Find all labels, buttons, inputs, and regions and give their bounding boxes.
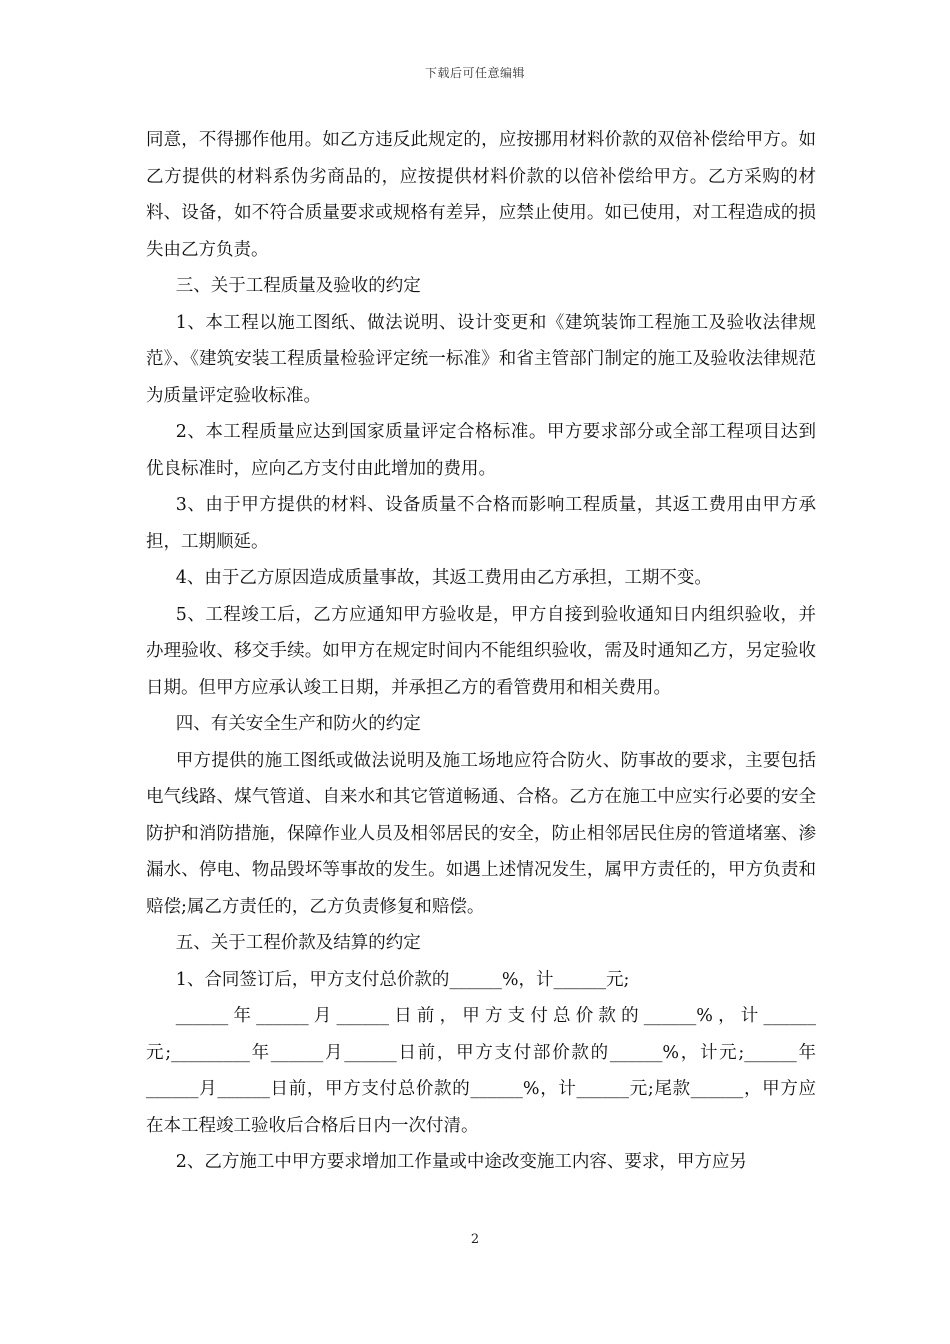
- paragraph: 1、合同签订后，甲方支付总价款的______%，计______元;: [175, 969, 630, 990]
- section-heading: 四、有关安全生产和防火的约定: [175, 714, 421, 734]
- section-heading: 三、关于工程质量及验收的约定: [175, 276, 421, 296]
- paragraph: ______年______月______日前，甲方支付总价款的______%，计______元;_________年______月______日前，甲方支付部价款的______%，计元;______年______月______日前，甲方支付总价款的______%，计______元;尾款______，甲方应在本工程竣工验收后合格后日内一次付清。: [146, 1006, 816, 1136]
- paragraph: 2、本工程质量应达到国家质量评定合格标准。甲方要求部分或全部工程项目达到优良标准时，应向乙方支付由此增加的费用。: [146, 422, 816, 479]
- paragraph: 同意，不得挪作他用。如乙方违反此规定的，应按挪用材料价款的双倍补偿给甲方。如乙方提供的材料系伪劣商品的，应按提供材料价款的以倍补偿给甲方。乙方采购的材料、设备，如不符合质量要求或规格有差异，应禁止使用。如已使用，对工程造成的损失由乙方负责。: [146, 130, 816, 260]
- paragraph: 1、本工程以施工图纸、做法说明、设计变更和《建筑装饰工程施工及验收法律规范》、《建筑安装工程质量检验评定统一标准》和省主管部门制定的施工及验收法律规范为质量评定验收标准。: [146, 312, 816, 406]
- document-body: [146, 122, 816, 1181]
- paragraph: 甲方提供的施工图纸或做法说明及施工场地应符合防火、防事故的要求，主要包括电气线路、煤气管道、自来水和其它管道畅通、合格。乙方在施工中应实行必要的安全防护和消防措施，保障作业人员及相邻居民的安全，防止相邻居民住房的管道堵塞、渗漏水、停电、物品毁坏等事故的发生。如遇上述情况发生，属甲方责任的，甲方负责和赔偿;属乙方责任的，乙方负责修复和赔偿。: [146, 750, 816, 917]
- paragraph: 2、乙方施工中甲方要求增加工作量或中途改变施工内容、要求，甲方应另: [175, 1152, 747, 1172]
- page-number: 2: [470, 1232, 480, 1247]
- page-header: 下载后可任意编辑: [424, 66, 525, 80]
- paragraph: 3、由于甲方提供的材料、设备质量不合格而影响工程质量，其返工费用由甲方承担，工期顺延。: [146, 495, 816, 552]
- section-heading: 五、关于工程价款及结算的约定: [175, 933, 421, 953]
- paragraph: 5、工程竣工后，乙方应通知甲方验收是，甲方自接到验收通知日内组织验收，并办理验收、移交手续。如甲方在规定时间内不能组织验收，需及时通知乙方，另定验收日期。但甲方应承认竣工日期，并承担乙方的看管费用和相关费用。: [146, 604, 816, 698]
- paragraph: 4、由于乙方原因造成质量事故，其返工费用由乙方承担，工期不变。: [175, 568, 712, 588]
